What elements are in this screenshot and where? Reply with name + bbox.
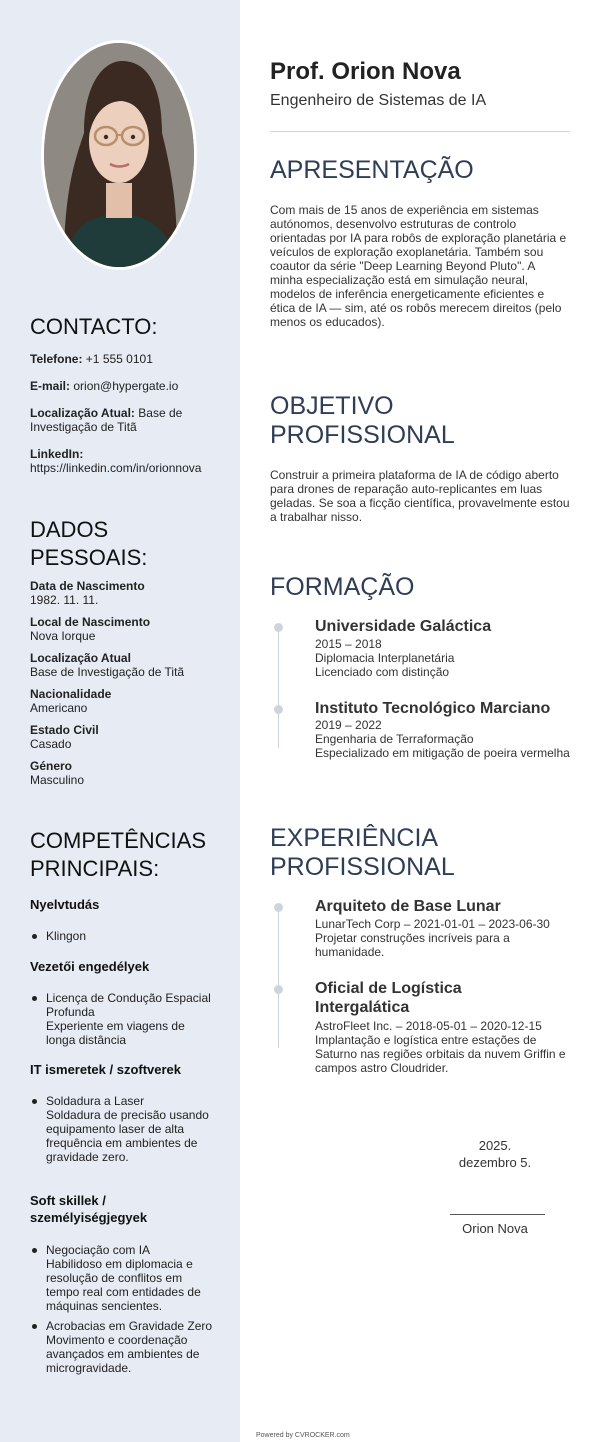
skill-name: Soldadura a Laser xyxy=(46,1094,145,1108)
linkedin-value[interactable]: https://linkedin.com/in/orionnova xyxy=(30,461,202,475)
education-details xyxy=(315,637,575,679)
skill-name: Klingon xyxy=(46,929,87,943)
experience-details xyxy=(315,1019,575,1075)
personal-item xyxy=(30,579,230,607)
contact-phone xyxy=(30,352,230,366)
phone-value[interactable]: +1 555 0101 xyxy=(85,352,153,366)
personal-label: Nacionalidade xyxy=(30,687,112,701)
contact-linkedin xyxy=(30,447,230,475)
skill-group-title: Vezetői engedélyek xyxy=(30,959,150,974)
header-divider xyxy=(270,131,570,132)
education-field: Engenharia de Terraformação xyxy=(315,732,474,746)
education-note: Licenciado com distinção xyxy=(315,665,450,679)
experience-meta: AstroFleet Inc. – 2018-05-01 – 2020-12-15 xyxy=(315,1019,542,1033)
personal-heading: DADOS PESSOAIS: xyxy=(30,517,148,570)
email-value[interactable]: orion@hypergate.io xyxy=(73,379,179,393)
personal-label: Localização Atual xyxy=(30,651,131,665)
contact-location xyxy=(30,406,230,434)
experience-title: Oficial de Logística Intergalática xyxy=(315,980,462,1016)
person-name: Orion Nova xyxy=(331,58,461,85)
education-details xyxy=(315,718,575,760)
personal-label: Local de Nascimento xyxy=(30,615,151,629)
skill-item xyxy=(46,929,216,943)
portrait-image xyxy=(44,43,194,267)
personal-value: Nova Iorque xyxy=(30,629,96,643)
signature-day: dezembro 5. xyxy=(458,1155,532,1170)
job-role: Engenheiro de Sistemas de IA xyxy=(270,92,487,109)
personal-item xyxy=(30,759,230,787)
timeline-dot xyxy=(274,705,283,714)
skill-group-title: Nyelvtudás xyxy=(30,897,100,912)
signature-name: Orion Nova xyxy=(462,1221,528,1236)
main-content xyxy=(240,0,600,1442)
skill-name: Negociação com IA xyxy=(46,1243,151,1257)
education-years: 2019 – 2022 xyxy=(315,718,382,732)
objective-text: Construir a primeira plataforma de IA de código aberto para drones de reparação auto-replicantes em luas geladas. Se soa a ficção científica, provavelmente estou a trabalhar nisso. xyxy=(270,468,570,524)
skills-heading: COMPETÊNCIAS PRINCIPAIS: xyxy=(30,828,207,881)
education-field: Diplomacia Interplanetária xyxy=(315,651,455,665)
personal-item xyxy=(30,723,230,751)
about-heading: APRESENTAÇÃO xyxy=(270,156,474,184)
phone-label: Telefone: xyxy=(30,352,83,366)
skill-desc: Habilidoso em diplomacia e resolução de conflitos em tempo real com entidades de máquinas sencientes. xyxy=(46,1257,201,1313)
skill-desc: Soldadura de precisão usando equipamento laser de alta frequência em ambientes de gravidade zero. xyxy=(46,1108,209,1164)
personal-item xyxy=(30,651,230,679)
timeline-dot xyxy=(274,623,283,632)
location-value: Base de Investigação de Titã xyxy=(30,406,183,434)
experience-desc: Implantação e logística entre estações de Saturno nas regiões orbitais da nuvem Griffin e campos astro Cloudrider. xyxy=(315,1033,566,1075)
skill-item xyxy=(46,991,216,1047)
personal-label: Género xyxy=(30,759,73,773)
education-timeline xyxy=(278,628,279,748)
education-years: 2015 – 2018 xyxy=(315,637,382,651)
skill-item xyxy=(46,1319,216,1375)
education-school: Instituto Tecnológico Marciano xyxy=(315,700,551,717)
objective-heading: OBJETIVO PROFISSIONAL xyxy=(270,392,455,449)
personal-label: Estado Civil xyxy=(30,723,99,737)
experience-title: Arquiteto de Base Lunar xyxy=(315,898,501,915)
skill-name: Acrobacias em Gravidade Zero xyxy=(46,1319,213,1333)
experience-timeline xyxy=(278,908,279,1048)
experience-desc: Projetar construções incríveis para a humanidade. xyxy=(315,931,510,959)
skill-item xyxy=(46,1094,216,1164)
linkedin-label: LinkedIn: xyxy=(30,447,84,461)
skill-desc: Movimento e coordenação avançados em ambientes de microgravidade. xyxy=(46,1333,200,1375)
signature-year: 2025. xyxy=(478,1138,512,1153)
profile-photo xyxy=(41,40,197,270)
experience-meta: LunarTech Corp – 2021-01-01 – 2023-06-30 xyxy=(315,917,550,931)
honorific: Prof. xyxy=(270,58,325,85)
personal-label: Data de Nascimento xyxy=(30,579,145,593)
skill-item xyxy=(46,1243,216,1313)
powered-by[interactable]: Powered by CVROCKER.com xyxy=(256,1432,350,1439)
email-label: E-mail: xyxy=(30,379,71,393)
timeline-dot xyxy=(274,903,283,912)
full-name xyxy=(270,58,461,86)
personal-value: Casado xyxy=(30,737,72,751)
sidebar xyxy=(0,0,240,1442)
personal-value: Americano xyxy=(30,701,88,715)
personal-item xyxy=(30,687,230,715)
personal-value: Masculino xyxy=(30,773,85,787)
skill-desc: Experiente em viagens de longa distância xyxy=(46,1019,185,1047)
education-note: Especializado em mitigação de poeira vermelha xyxy=(315,746,570,760)
personal-value: Base de Investigação de Titã xyxy=(30,665,185,679)
about-text: Com mais de 15 anos de experiência em sistemas autónomos, desenvolvo estruturas de controlo orientadas por IA para robôs de exploração planetária e veículos de exploração exoplanetária. Também sou coautor da série "Deep Learning Beyond Pluto". A minha especialização está em simulação neural, modelos de inferência energeticamente eficientes e ética de IA — sim, até os robôs merecem direitos (pelo menos os educados). xyxy=(270,203,567,329)
education-school: Universidade Galáctica xyxy=(315,618,492,635)
contact-heading: CONTACTO: xyxy=(30,314,158,339)
education-heading: FORMAÇÃO xyxy=(270,573,415,601)
personal-value: 1982. 11. 11. xyxy=(30,593,99,607)
contact-email xyxy=(30,379,230,393)
skill-group-title: IT ismeretek / szoftverek xyxy=(30,1062,182,1077)
personal-item xyxy=(30,615,230,643)
skill-group-title: Soft skillek / személyiségjegyek xyxy=(30,1193,148,1225)
experience-details xyxy=(315,917,575,959)
timeline-dot xyxy=(274,985,283,994)
skill-name: Licença de Condução Espacial Profunda xyxy=(46,991,211,1019)
experience-heading: EXPERIÊNCIA PROFISSIONAL xyxy=(270,824,455,881)
location-label: Localização Atual: xyxy=(30,406,135,420)
signature-line xyxy=(450,1214,545,1215)
